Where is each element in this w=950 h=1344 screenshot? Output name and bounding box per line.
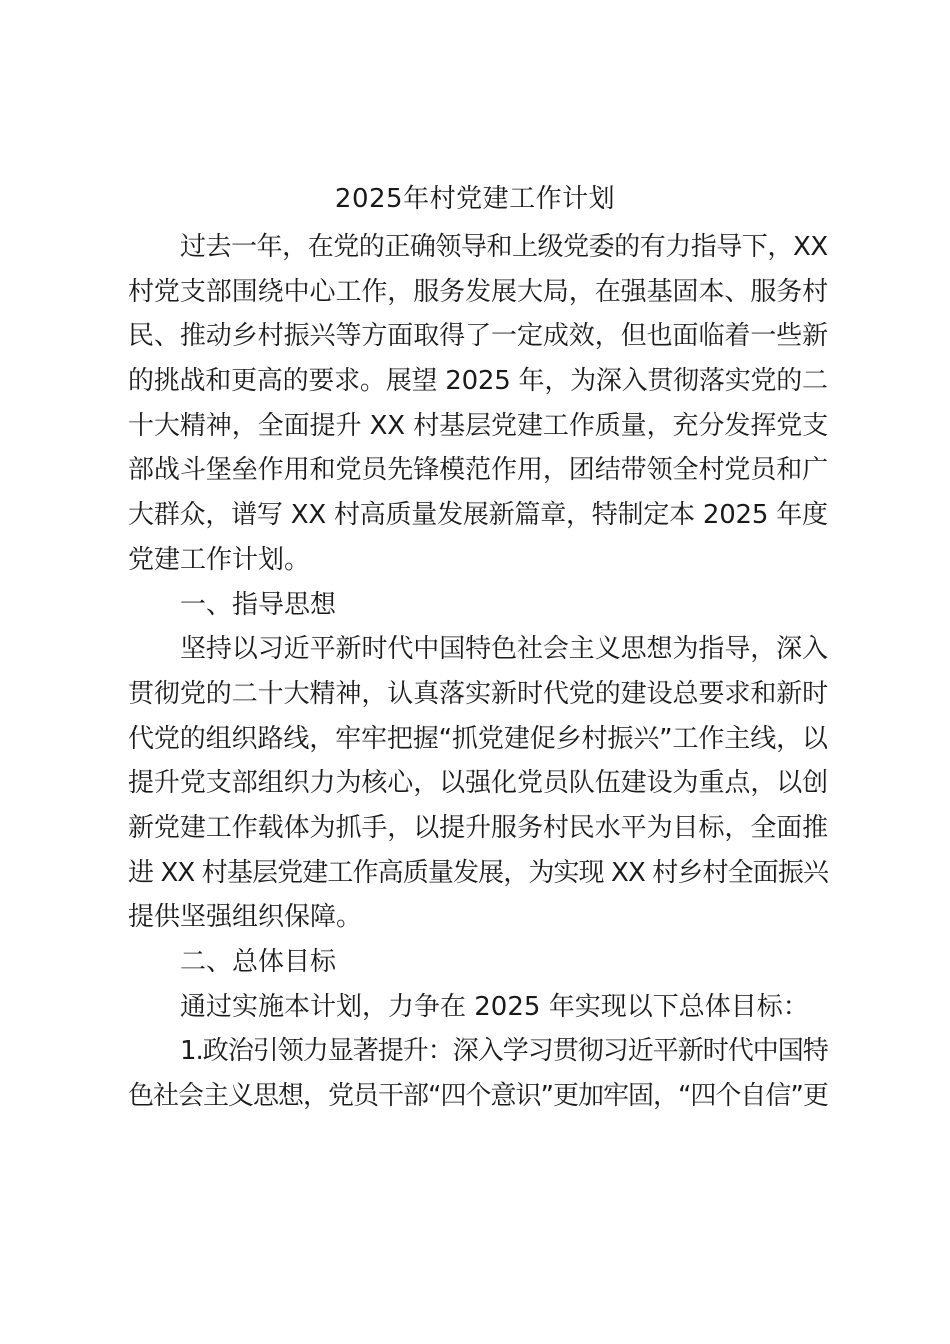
paragraph-line: 通过实施本计划，力争在 2025 年实现以下总体目标： xyxy=(180,991,809,1022)
paragraph-line: 十大精神，全面提升 XX 村基层党建工作质量，充分发挥党支 xyxy=(128,410,829,441)
paragraph-line: 色社会主义思想，党员干部“四个意识”更加牢固，“四个自信”更 xyxy=(128,1081,828,1112)
paragraph-line: 贯彻党的二十大精神，认真落实新时代党的建设总要求和新时 xyxy=(128,678,829,709)
paragraph-line: 1.政治引领力显著提升：深入学习贯彻习近平新时代中国特 xyxy=(180,1036,828,1067)
document-title: 2025年村党建工作计划 xyxy=(334,184,616,214)
paragraph-line: 新党建工作载体为抓手，以提升服务村民水平为目标，全面推 xyxy=(128,812,829,843)
paragraph-line: 代党的组织路线，牢牢把握“抓党建促乡村振兴”工作主线，以 xyxy=(128,723,828,754)
paragraph-line: 提供坚强组织保障。 xyxy=(128,902,363,933)
section-heading: 二、总体目标 xyxy=(180,947,337,977)
paragraph-line: 提升党支部组织力为核心，以强化党员队伍建设为重点，以创 xyxy=(128,768,829,799)
section-heading: 一、指导思想 xyxy=(180,589,337,620)
paragraph-line: 大群众，谱写 XX 村高质量发展新篇章，特制定本 2025 年度 xyxy=(128,500,828,531)
paragraph-line: 部战斗堡垒作用和党员先锋模范作用，团结带领全村党员和广 xyxy=(128,455,829,486)
paragraph-line: 民、推动乡村振兴等方面取得了一定成效，但也面临着一些新 xyxy=(128,321,829,352)
paragraph-line: 过去一年，在党的正确领导和上级党委的有力指导下，XX xyxy=(180,232,828,262)
paragraph-line: 党建工作计划。 xyxy=(128,544,311,575)
paragraph-line: 进 XX 村基层党建工作高质量发展，为实现 XX 村乡村全面振兴 xyxy=(128,857,829,888)
document-body xyxy=(128,225,828,1119)
paragraph-line: 坚持以习近平新时代中国特色社会主义思想为指导，深入 xyxy=(180,634,829,665)
paragraph-line: 的挑战和更高的要求。展望 2025 年，为深入贯彻落实党的二 xyxy=(128,366,828,397)
paragraph-line: 村党支部围绕中心工作，服务发展大局，在强基固本、服务村 xyxy=(128,276,829,307)
